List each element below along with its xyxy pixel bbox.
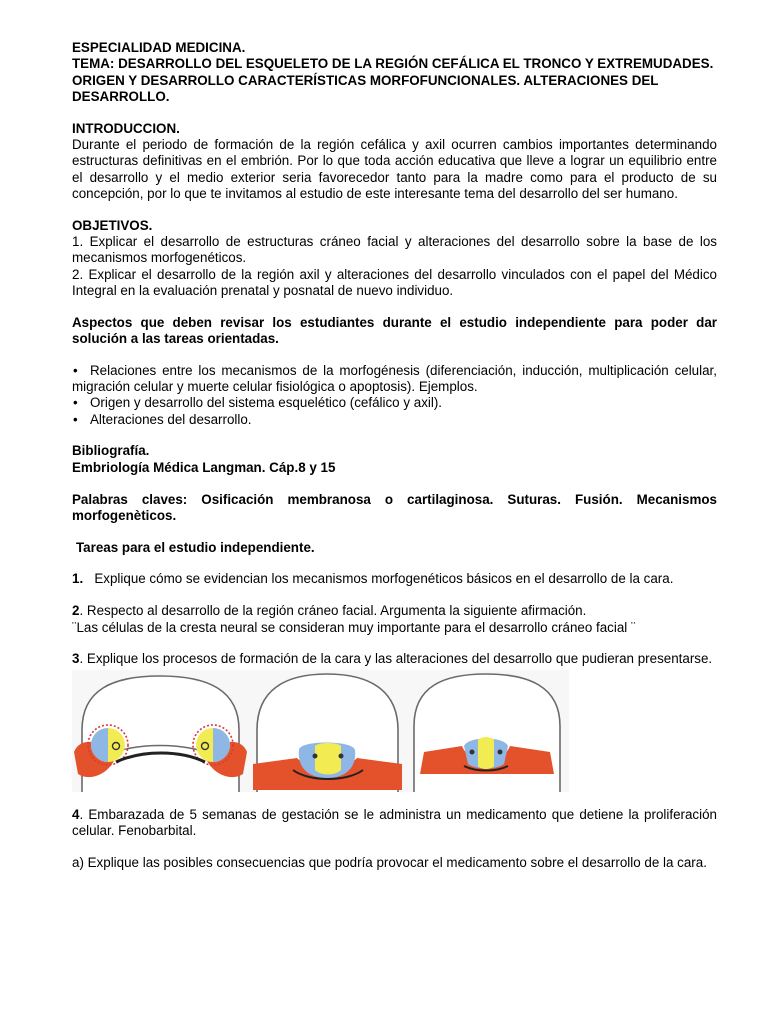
list-item: • Origen y desarrollo del sistema esquelético (cefálico y axil). <box>73 395 443 411</box>
task-2-number: 2 <box>72 603 80 619</box>
bullet-icon: • <box>73 362 78 378</box>
list-item: • Relaciones entre los mecanismos de la morfogénesis (diferenciación, inducción, multiplicación celular, migración celular y muerte celular fisiológica o apoptosis). Ejemplos. <box>72 362 717 395</box>
aspects-heading: Aspectos que deben revisar los estudiantes durante el estudio independiente para poder dar solución a las tareas orientadas. <box>72 314 717 346</box>
face-figure-3 <box>406 670 569 792</box>
task-3-number: 3 <box>72 651 80 667</box>
bibliography-heading: Bibliografía. <box>72 443 150 459</box>
task-1: 1. Explique cómo se evidencian los mecanismos morfogenéticos básicos en el desarrollo de la cara. <box>72 571 674 587</box>
objectives-heading: OBJETIVOS. <box>72 217 153 233</box>
task-2: 2. Respecto al desarrollo de la región cráneo facial. Argumenta la siguiente afirmación. <box>72 603 587 619</box>
objective-item-1: 1. Explicar el desarrollo de estructuras cráneo facial y alteraciones del desarrollo sobre la base de los mecanismos morfogenéticos. <box>72 233 717 266</box>
aspects-list <box>72 363 717 428</box>
intro-heading: INTRODUCCION. <box>72 120 180 136</box>
document-title: TEMA: DESARROLLO DEL ESQUELETO DE LA REGIÓN CEFÁLICA EL TRONCO Y EXTREMUDADES. ORIGEN Y DESARROLLO CARACTERÍSTICAS MORFOFUNCIONALES. ALTERACIONES DEL DESARROLLO. <box>72 56 714 104</box>
task-2-quote: ¨Las células de la cresta neural se consideran muy importante para el desarrollo cráneo facial ¨ <box>72 619 636 635</box>
task-4-number: 4 <box>72 807 80 823</box>
bullet-icon: • <box>73 395 78 411</box>
face-development-figures <box>72 670 717 792</box>
keywords: Palabras claves: Osificación membranosa o cartilaginosa. Suturas. Fusión. Mecanismos morfogenèticos. <box>72 491 717 523</box>
task-4: 4. Embarazada de 5 semanas de gestación se le administra un medicamento que detiene la proliferación celular. Fenobarbital. <box>72 807 717 839</box>
document-body <box>72 40 717 872</box>
bullet-icon: • <box>73 411 78 427</box>
bibliography-book: Embriología Médica Langman. Cáp.8 y 15 <box>72 459 336 475</box>
task-1-number: 1. <box>72 571 84 587</box>
face-figure-1 <box>72 670 249 792</box>
task-4a: a) Explique las posibles consecuencias que podría provocar el medicamento sobre el desarrollo de la cara. <box>72 855 707 871</box>
task-3: 3. Explique los procesos de formación de la cara y las alteraciones del desarrollo que pudieran presentarse. <box>72 651 713 667</box>
specialty-line: ESPECIALIDAD MEDICINA. <box>72 40 246 55</box>
objective-item-2: 2. Explicar el desarrollo de la región axil y alteraciones del desarrollo vinculados con el papel del Médico Integral en la evaluación prenatal y posnatal de nuevo individuo. <box>72 266 717 298</box>
tasks-heading: Tareas para el estudio independiente. <box>76 539 315 555</box>
intro-paragraph: Durante el periodo de formación de la región cefálica y axil ocurren cambios importantes determinando estructuras definitivas en el embrión. Por lo que toda acción educativa que lleve a lograr un equilibrio entre el desarrollo y el medio exterior seria favorecedor tanto para la madre como para el producto de su concepción, por lo que te invitamos al estudio de este interesante tema del desarrollo del ser humano. <box>72 136 717 201</box>
face-figure-2 <box>249 670 406 792</box>
list-item: • Alteraciones del desarrollo. <box>73 411 252 427</box>
